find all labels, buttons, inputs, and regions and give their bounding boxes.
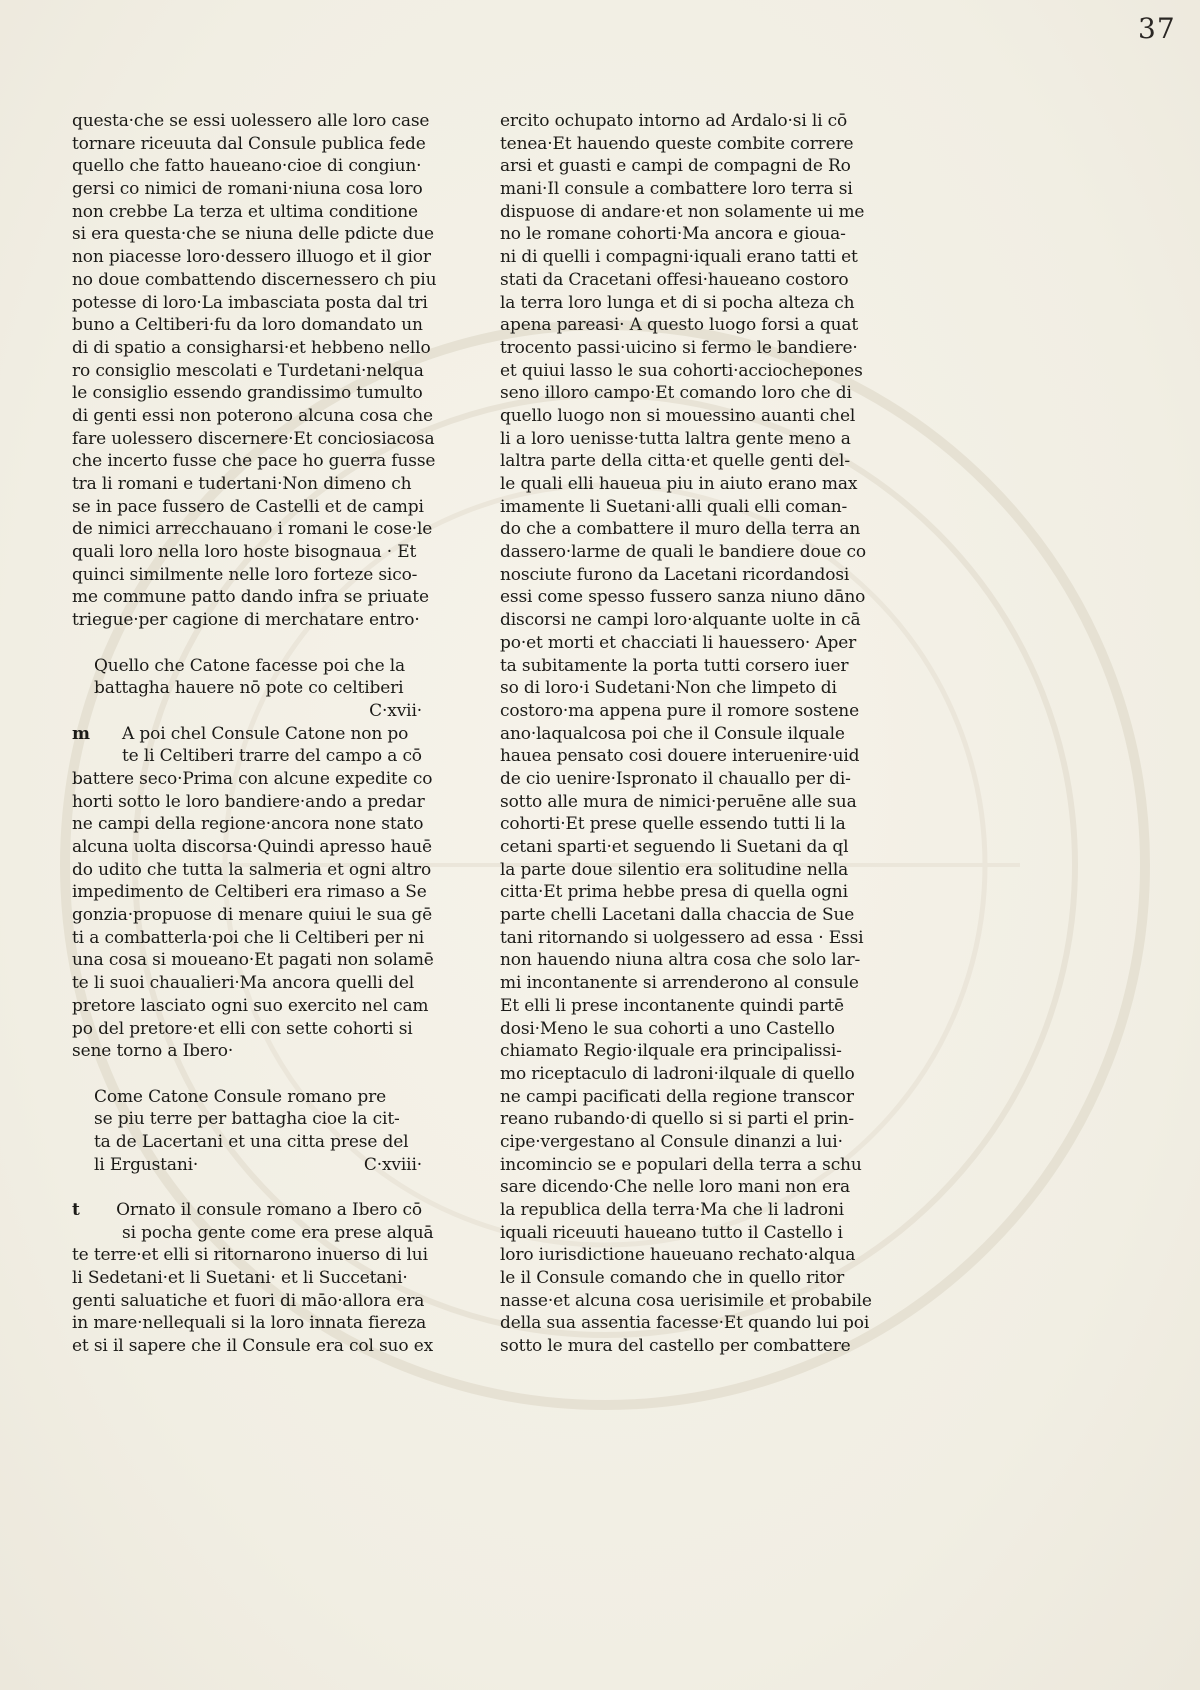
text-line: se in pace fussero de Castelli et de campi (72, 496, 424, 517)
text-line: la terra loro lunga et di si pocha alteza ch (500, 292, 855, 313)
text-line: incomincio se e populari della terra a schu (500, 1154, 862, 1175)
text-line: genti saluatiche et fuori di māo·allora era (72, 1290, 425, 1311)
text-line: de cio uenire·Ispronato il chauallo per di- (500, 768, 851, 789)
chapter-heading-18 (72, 1086, 422, 1177)
text-line: la republica della terra·Ma che li ladroni (500, 1200, 844, 1220)
text-line: della sua assentia facesse·Et quando lui poi (500, 1313, 870, 1334)
text-line: citta·Et prima hebbe presa di quella ogni (500, 882, 848, 903)
text-line: si era questa·che se niuna delle pdicte due (72, 224, 434, 245)
text-line: imamente li Suetani·alli quali elli coman- (500, 496, 848, 517)
text-line: dosi·Meno le sua cohorti a uno Castello (500, 1018, 835, 1039)
heading-line: battagha hauere nō pote co celtiberi (94, 678, 404, 699)
text-line: sare dicendo·Che nelle loro mani non era (500, 1177, 850, 1198)
text-line: battere seco·Prima con alcune expedite co (72, 768, 433, 789)
text-line: nosciute furono da Lacetani ricordandosi (500, 564, 850, 585)
text-line: che incerto fusse che pace ho guerra fusse (72, 451, 436, 472)
folio-number: 37 (1138, 12, 1176, 45)
text-line: chiamato Regio·ilquale era principalissi- (500, 1041, 842, 1062)
text-line: Ornato il consule romano a Ibero cō (116, 1200, 422, 1220)
text-line: tra li romani e tudertani·Non dimeno ch (72, 474, 412, 494)
text-line: una cosa si moueano·Et pagati non solamē (72, 950, 434, 971)
text-line: stati da Cracetani offesi·haueano costoro (500, 269, 849, 290)
text-line: horti sotto le loro bandiere·ando a predar (72, 791, 425, 812)
text-line: triegue·per cagione di merchatare entro· (72, 610, 420, 631)
text-line: loro iurisdictione haueuano rechato·alqua (500, 1245, 856, 1266)
text-line: sene torno a Ibero· (72, 1041, 234, 1062)
text-line: non hauendo niuna altra cosa che solo lar- (500, 950, 861, 971)
text-line: di di spatio a consigharsi·et hebbeno nello (72, 337, 431, 358)
text-line: gersi co nimici de romani·niuna cosa loro (72, 179, 423, 200)
text-line: de nimici arrecchauano i romani le cose·le (72, 519, 433, 540)
text-line: me commune patto dando infra se priuate (72, 587, 429, 608)
text-line: li a loro uenisse·tutta laltra gente meno a (500, 428, 851, 449)
text-line: mi incontanente si arrenderono al consule (500, 973, 859, 994)
text-line: ro consiglio mescolati e Turdetani·nelqua (72, 360, 424, 381)
paragraph-2 (72, 723, 434, 1063)
text-line: gonzia·propuose di menare quiui le sua gē (72, 905, 433, 926)
text-line: ne campi pacificati della regione transcor (500, 1086, 854, 1107)
text-line: non crebbe La terza et ultima conditione (72, 201, 418, 222)
text-line: quali loro nella loro hoste bisognaua · Et (72, 542, 417, 563)
text-line: po·et morti et chacciati li hauessero· Aper (500, 632, 857, 653)
text-line: ercito ochupato intorno ad Ardalo·si li cō (500, 111, 848, 131)
text-line: sotto alle mura de nimici·peruēne alle sua (500, 791, 857, 812)
text-line: iquali riceuuti haueano tutto il Castello i (500, 1222, 843, 1243)
text-line: impedimento de Celtiberi era rimaso a Se (72, 882, 427, 903)
heading-line: li Ergustani· (94, 1154, 199, 1175)
guide-letter: t (72, 1200, 80, 1220)
text-line: essi come spesso fussero sanza niuno dāno (500, 587, 866, 608)
right-column (500, 110, 872, 1358)
paragraph-3 (72, 1199, 434, 1358)
text-line: cohorti·Et prese quelle essendo tutti li la (500, 814, 846, 835)
text-line: et quiui lasso le sua cohorti·acciochepones (500, 360, 863, 381)
text-line: quinci similmente nelle loro forteze sico- (72, 564, 418, 585)
text-line: hauea pensato cosi douere interuenire·uid (500, 746, 860, 767)
text-line: discorsi ne campi loro·alquante uolte in cā (500, 610, 861, 631)
chapter-number: C·xvii· (369, 700, 422, 721)
text-line: dispuose di andare·et non solamente ui me (500, 201, 865, 222)
text-line: ni di quelli i compagni·iquali erano tatti et (500, 247, 858, 268)
text-line: le quali elli haueua piu in aiuto erano max (500, 474, 858, 494)
text-line: do che a combattere il muro della terra an (500, 519, 861, 540)
text-line: le il Consule comando che in quello ritor (500, 1268, 845, 1289)
text-line: mo riceptaculo di ladroni·ilquale di quello (500, 1063, 855, 1084)
text-line: do udito che tutta la salmeria et ogni altro (72, 859, 432, 880)
chapter-heading-17 (72, 655, 422, 723)
text-line: te terre·et elli si ritornarono inuerso di lui (72, 1245, 428, 1266)
text-line: tenea·Et hauendo queste combite correre (500, 133, 854, 154)
text-line: mani·Il consule a combattere loro terra si (500, 179, 853, 200)
text-line: di genti essi non poterono alcuna cosa che (72, 405, 433, 426)
text-line: alcuna uolta discorsa·Quindi apresso hauē (72, 837, 432, 857)
left-column (72, 110, 437, 1358)
heading-line: se piu terre per battagha cioe la cit- (94, 1109, 400, 1130)
text-line: la parte doue silentio era solitudine nella (500, 859, 849, 880)
text-line: arsi et guasti e campi de compagni de Ro (500, 156, 851, 177)
text-line: no le romane cohorti·Ma ancora e gioua- (500, 224, 846, 245)
text-line: so di loro·i Sudetani·Non che limpeto di (500, 678, 837, 699)
text-line: quello luogo non si mouessino auanti chel (500, 405, 856, 426)
text-line: potesse di loro·La imbasciata posta dal tri (72, 292, 428, 313)
text-line: cipe·vergestano al Consule dinanzi a lui· (500, 1131, 843, 1152)
text-line: si pocha gente come era prese alquā (122, 1222, 434, 1243)
text-line: reano rubando·di quello si si parti el prin- (500, 1109, 854, 1130)
text-line: dassero·larme de quali le bandiere doue co (500, 542, 866, 563)
text-line: tornare riceuuta dal Consule publica fede (72, 133, 426, 154)
text-line: trocento passi·uicino si fermo le bandiere· (500, 337, 858, 358)
text-line: ta subitamente la porta tutti corsero iuer (500, 655, 849, 676)
text-line: po del pretore·et elli con sette cohorti si (72, 1018, 413, 1039)
text-line: seno illoro campo·Et comando loro che di (500, 383, 852, 404)
text-line: ano·laqualcosa poi che il Consule ilquale (500, 723, 845, 744)
text-line: parte chelli Lacetani dalla chaccia de Sue (500, 905, 855, 926)
text-line: costoro·ma appena pure il romore sostene (500, 700, 860, 721)
heading-line: ta de Lacertani et una citta prese del (94, 1131, 409, 1152)
text-line: tani ritornando si uolgessero ad essa · Essi (500, 927, 864, 948)
text-line: quello che fatto haueano·cioe di congiun· (72, 156, 422, 177)
text-line: te li suoi chaualieri·Ma ancora quelli del (72, 973, 415, 994)
heading-line: Come Catone Consule romano pre (94, 1086, 386, 1107)
text-line: te li Celtiberi trarre del campo a cō (122, 746, 422, 767)
paragraph-1 (72, 110, 437, 632)
guide-letter: m (72, 723, 90, 744)
text-line: li Sedetani·et li Suetani· et li Succetani· (72, 1268, 408, 1289)
heading-line: Quello che Catone facesse poi che la (94, 655, 406, 676)
text-line: no doue combattendo discernessero ch piu (72, 269, 437, 290)
text-line: fare uolessero discernere·Et conciosiacosa (72, 428, 435, 449)
text-line: questa·che se essi uolessero alle loro case (72, 111, 430, 131)
text-line: pretore lasciato ogni suo exercito nel cam (72, 995, 429, 1016)
text-line: A poi chel Consule Catone non po (122, 723, 409, 744)
text-line: ti a combatterla·poi che li Celtiberi per ni (72, 927, 425, 948)
text-line: sotto le mura del castello per combattere (500, 1336, 851, 1357)
text-line: buno a Celtiberi·fu da loro domandato un (72, 315, 423, 336)
text-line: Et elli li prese incontanente quindi partē (500, 995, 844, 1016)
text-line: le consiglio essendo grandissimo tumulto (72, 383, 423, 404)
chapter-number: C·xviii· (363, 1154, 422, 1175)
text-line: apena pareasi· A questo luogo forsi a quat (500, 315, 859, 336)
text-line: cetani sparti·et seguendo li Suetani da ql (500, 837, 849, 857)
text-line: laltra parte della citta·et quelle genti del- (500, 451, 850, 472)
text-line: non piacesse loro·dessero illuogo et il gior (72, 247, 431, 268)
text-line: ne campi della regione·ancora none stato (72, 814, 424, 835)
text-line: in mare·nellequali si la loro innata fiereza (72, 1313, 427, 1334)
text-line: nasse·et alcuna cosa uerisimile et probabile (500, 1290, 872, 1311)
text-line: et si il sapere che il Consule era col suo ex (72, 1336, 434, 1357)
